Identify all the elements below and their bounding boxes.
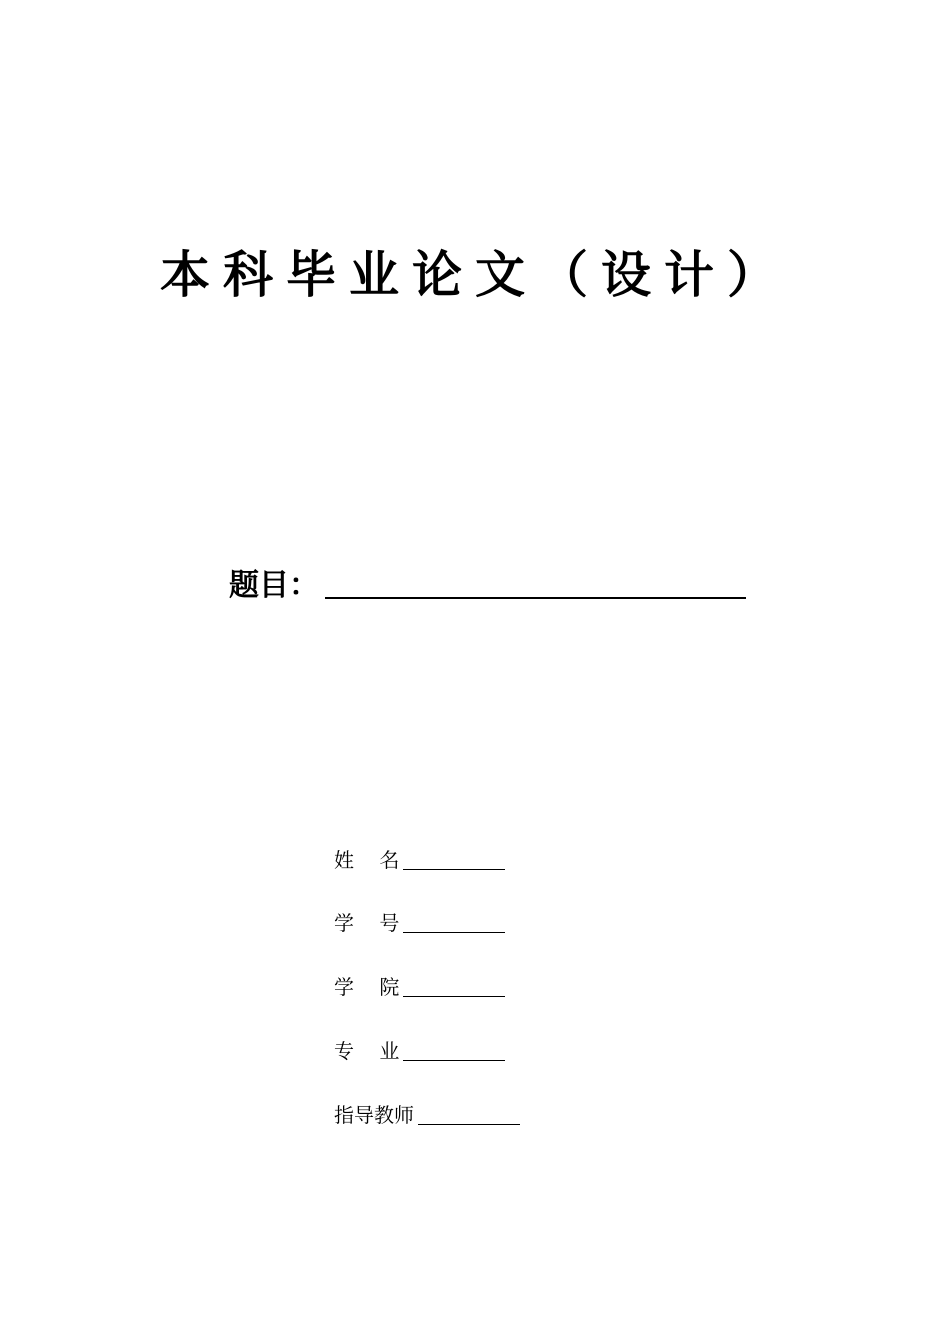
student-id-label: 学 号 [334,911,400,935]
college-blank-line [403,996,505,997]
advisor-label: 指导教师 [334,1103,414,1127]
student-id-row [334,906,505,936]
cover-title: 本科毕业论文（设计） [160,245,790,304]
topic-label: 题目： [229,568,319,603]
advisor-blank-line [418,1124,520,1125]
name-row [334,843,505,873]
name-blank-line [403,869,505,870]
student-id-blank-line [403,932,505,933]
college-label: 学 院 [334,975,400,999]
college-row [334,970,505,1000]
advisor-row [334,1098,520,1128]
major-blank-line [403,1060,505,1061]
topic-blank-line [325,597,746,599]
major-row [334,1034,505,1064]
name-label: 姓 名 [334,848,400,872]
major-label: 专 业 [334,1039,400,1063]
topic-row [229,560,746,604]
